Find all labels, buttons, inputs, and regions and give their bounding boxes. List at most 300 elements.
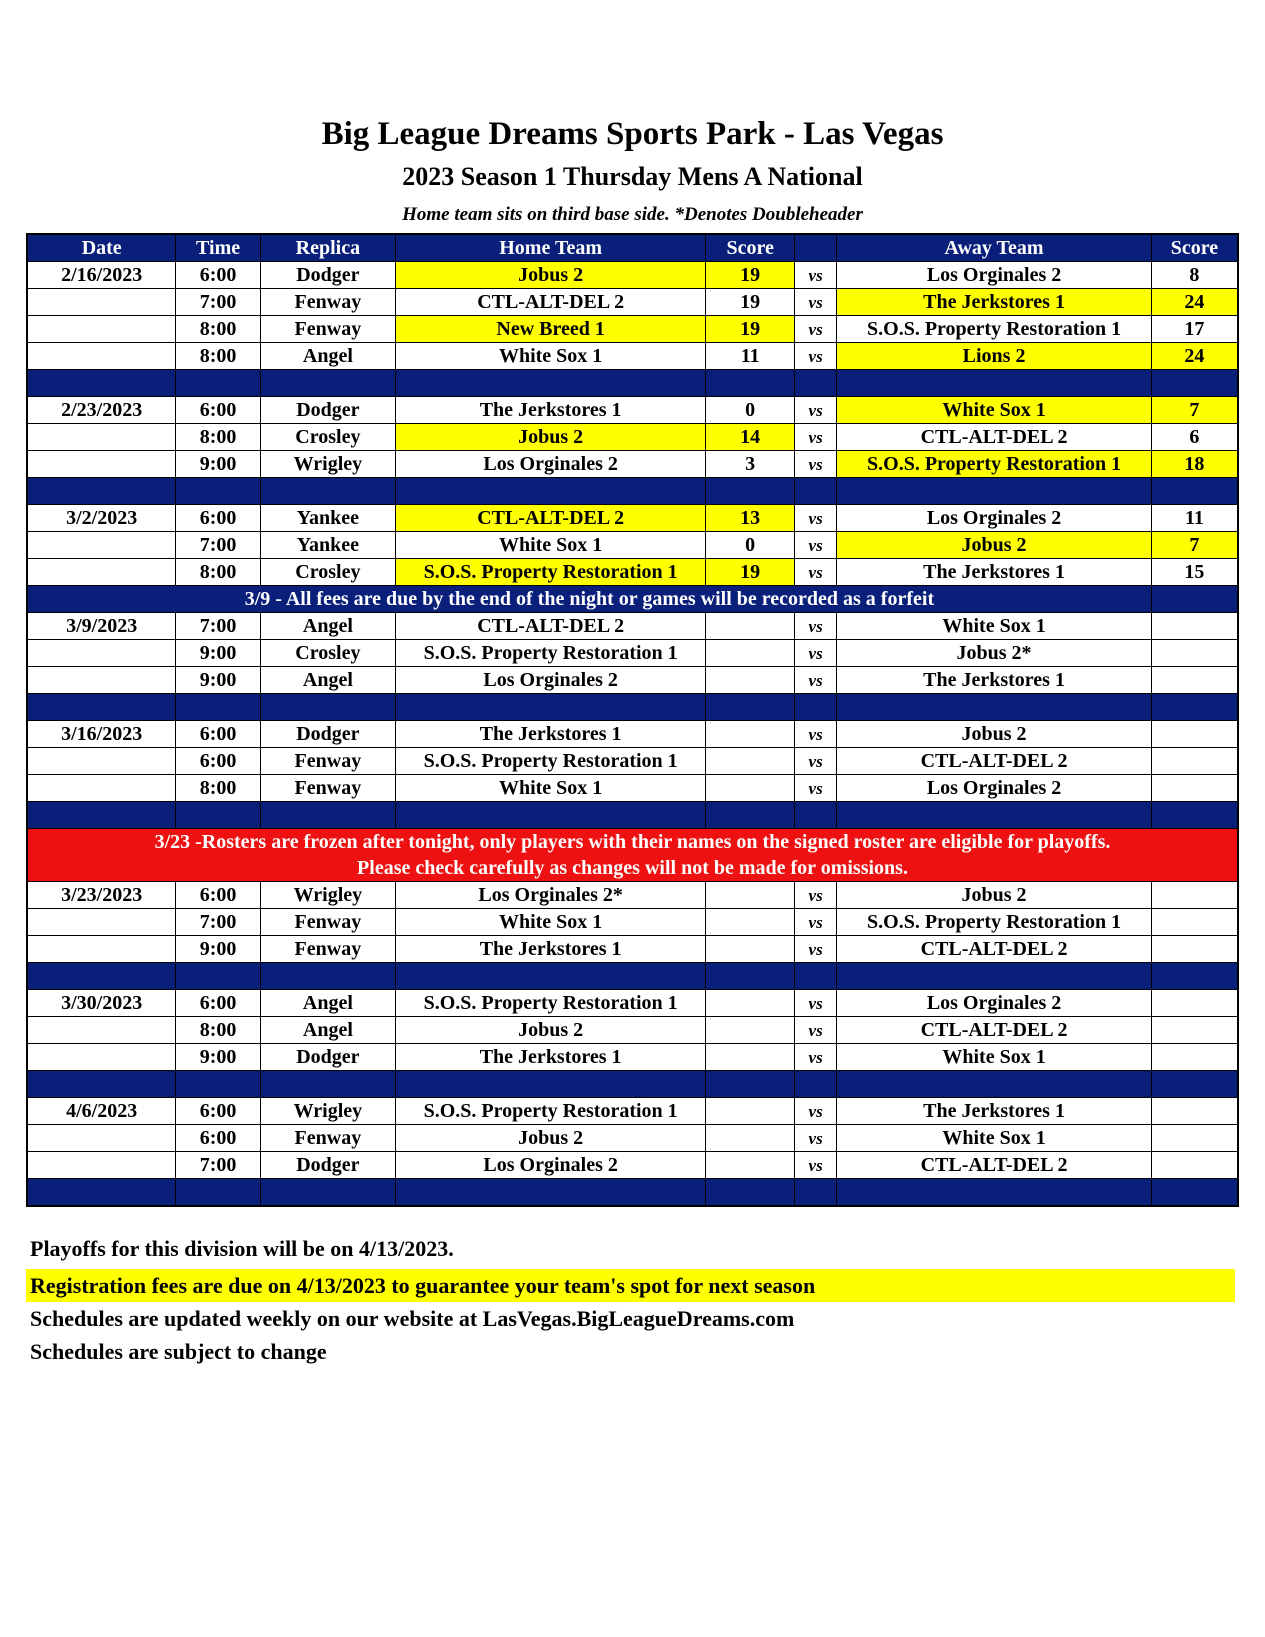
- away-team: Jobus 2*: [837, 640, 1152, 667]
- game-field: Fenway: [260, 289, 395, 316]
- game-row: [27, 1017, 1238, 1044]
- separator-cell: [1151, 963, 1238, 990]
- home-score: [706, 882, 795, 909]
- away-team: CTL-ALT-DEL 2: [837, 936, 1152, 963]
- vs-label: vs: [795, 936, 837, 963]
- separator-row: [27, 963, 1238, 990]
- game-row: [27, 424, 1238, 451]
- game-field: Crosley: [260, 424, 395, 451]
- roster-alert-row: [27, 829, 1238, 882]
- game-time: 9:00: [176, 1044, 260, 1071]
- home-team: The Jerkstores 1: [395, 936, 705, 963]
- separator-cell: [176, 694, 260, 721]
- game-date: 3/9/2023: [27, 613, 176, 640]
- vs-label: vs: [795, 262, 837, 289]
- away-team: White Sox 1: [837, 1044, 1152, 1071]
- separator-cell: [260, 694, 395, 721]
- game-time: 8:00: [176, 775, 260, 802]
- game-time: 8:00: [176, 343, 260, 370]
- home-team: New Breed 1: [395, 316, 705, 343]
- home-team: The Jerkstores 1: [395, 397, 705, 424]
- away-team: CTL-ALT-DEL 2: [837, 1017, 1152, 1044]
- away-team: The Jerkstores 1: [837, 289, 1152, 316]
- home-score: [706, 1125, 795, 1152]
- home-score: 0: [706, 532, 795, 559]
- away-score: [1151, 748, 1238, 775]
- game-time: 7:00: [176, 613, 260, 640]
- game-time: 6:00: [176, 748, 260, 775]
- separator-cell: [395, 1071, 705, 1098]
- separator-cell: [27, 963, 176, 990]
- home-score: 11: [706, 343, 795, 370]
- separator-cell: [27, 478, 176, 505]
- home-score: [706, 748, 795, 775]
- away-score: [1151, 1044, 1238, 1071]
- notice-blank-cell: [1151, 586, 1238, 613]
- separator-cell: [260, 478, 395, 505]
- vs-label: vs: [795, 451, 837, 478]
- registration-note-text: Registration fees are due on 4/13/2023 to guarantee your team's spot for next season: [30, 1273, 816, 1298]
- column-header-time: Time: [176, 234, 260, 262]
- vs-label: vs: [795, 289, 837, 316]
- game-time: 7:00: [176, 532, 260, 559]
- game-date: [27, 936, 176, 963]
- away-score: [1151, 667, 1238, 694]
- notice-row: [27, 586, 1238, 613]
- home-score: [706, 1152, 795, 1179]
- separator-cell: [27, 694, 176, 721]
- separator-cell: [395, 802, 705, 829]
- game-field: Yankee: [260, 532, 395, 559]
- home-score: 19: [706, 262, 795, 289]
- game-time: 8:00: [176, 424, 260, 451]
- away-score: 15: [1151, 559, 1238, 586]
- game-field: Angel: [260, 1017, 395, 1044]
- column-header-home-score: Score: [706, 234, 795, 262]
- playoffs-note: Playoffs for this division will be on 4/13/2023.: [30, 1236, 454, 1261]
- game-date: [27, 748, 176, 775]
- home-team: Jobus 2: [395, 1125, 705, 1152]
- away-score: 11: [1151, 505, 1238, 532]
- game-field: Angel: [260, 990, 395, 1017]
- away-team: Lions 2: [837, 343, 1152, 370]
- home-score: 19: [706, 316, 795, 343]
- separator-cell: [260, 963, 395, 990]
- separator-cell: [176, 1071, 260, 1098]
- subject-to-change-note: Schedules are subject to change: [30, 1339, 327, 1364]
- column-header-replica: Replica: [260, 234, 395, 262]
- vs-label: vs: [795, 748, 837, 775]
- game-field: Angel: [260, 613, 395, 640]
- game-date: [27, 451, 176, 478]
- away-team: Jobus 2: [837, 721, 1152, 748]
- game-date: [27, 316, 176, 343]
- separator-cell: [795, 1071, 837, 1098]
- game-row: [27, 343, 1238, 370]
- game-row: [27, 667, 1238, 694]
- home-score: [706, 667, 795, 694]
- away-team: The Jerkstores 1: [837, 559, 1152, 586]
- home-score: [706, 1098, 795, 1125]
- vs-label: vs: [795, 909, 837, 936]
- game-field: Fenway: [260, 1125, 395, 1152]
- game-time: 6:00: [176, 397, 260, 424]
- separator-cell: [1151, 1179, 1238, 1207]
- registration-note: [26, 1269, 1235, 1302]
- home-team: White Sox 1: [395, 532, 705, 559]
- schedule-table: [26, 233, 1239, 1207]
- game-date: 2/23/2023: [27, 397, 176, 424]
- game-row: [27, 1125, 1238, 1152]
- home-team: S.O.S. Property Restoration 1: [395, 748, 705, 775]
- separator-cell: [706, 694, 795, 721]
- roster-alert-line-2: Please check carefully as changes will not be made for omissions.: [357, 857, 908, 879]
- game-field: Fenway: [260, 748, 395, 775]
- away-team: Jobus 2: [837, 532, 1152, 559]
- home-score: 3: [706, 451, 795, 478]
- home-team: The Jerkstores 1: [395, 721, 705, 748]
- separator-cell: [1151, 370, 1238, 397]
- game-date: [27, 1152, 176, 1179]
- game-field: Fenway: [260, 909, 395, 936]
- away-score: 18: [1151, 451, 1238, 478]
- game-time: 9:00: [176, 451, 260, 478]
- away-score: [1151, 1125, 1238, 1152]
- home-team: S.O.S. Property Restoration 1: [395, 640, 705, 667]
- away-score: [1151, 936, 1238, 963]
- game-time: 9:00: [176, 667, 260, 694]
- away-team: S.O.S. Property Restoration 1: [837, 909, 1152, 936]
- separator-cell: [795, 478, 837, 505]
- away-score: [1151, 990, 1238, 1017]
- game-time: 6:00: [176, 721, 260, 748]
- vs-label: vs: [795, 882, 837, 909]
- game-time: 7:00: [176, 1152, 260, 1179]
- game-date: [27, 343, 176, 370]
- vs-label: vs: [795, 1125, 837, 1152]
- game-time: 7:00: [176, 909, 260, 936]
- away-score: [1151, 1017, 1238, 1044]
- home-team: CTL-ALT-DEL 2: [395, 505, 705, 532]
- game-time: 6:00: [176, 262, 260, 289]
- game-date: [27, 775, 176, 802]
- separator-cell: [1151, 478, 1238, 505]
- vs-label: vs: [795, 775, 837, 802]
- game-field: Fenway: [260, 775, 395, 802]
- separator-cell: [27, 1071, 176, 1098]
- separator-cell: [706, 478, 795, 505]
- vs-label: vs: [795, 667, 837, 694]
- game-row: [27, 559, 1238, 586]
- column-header-date: Date: [27, 234, 176, 262]
- game-time: 9:00: [176, 640, 260, 667]
- game-field: Dodger: [260, 1044, 395, 1071]
- separator-row: [27, 478, 1238, 505]
- away-team: CTL-ALT-DEL 2: [837, 748, 1152, 775]
- home-team: White Sox 1: [395, 343, 705, 370]
- home-team: CTL-ALT-DEL 2: [395, 613, 705, 640]
- separator-cell: [27, 1179, 176, 1207]
- separator-cell: [795, 694, 837, 721]
- table-header-row: [27, 234, 1238, 262]
- away-score: 24: [1151, 343, 1238, 370]
- separator-cell: [260, 1071, 395, 1098]
- roster-alert-line-1: 3/23 -Rosters are frozen after tonight, only players with their names on the signed roster are eligible for playoffs.: [154, 831, 1111, 853]
- game-field: Fenway: [260, 316, 395, 343]
- away-score: [1151, 640, 1238, 667]
- vs-label: vs: [795, 640, 837, 667]
- away-score: [1151, 721, 1238, 748]
- game-field: Crosley: [260, 640, 395, 667]
- game-date: [27, 424, 176, 451]
- game-time: 6:00: [176, 990, 260, 1017]
- away-score: 7: [1151, 532, 1238, 559]
- game-date: [27, 532, 176, 559]
- vs-label: vs: [795, 532, 837, 559]
- separator-row: [27, 1179, 1238, 1207]
- game-row: [27, 1098, 1238, 1125]
- game-row: [27, 775, 1238, 802]
- game-time: 7:00: [176, 289, 260, 316]
- game-field: Wrigley: [260, 451, 395, 478]
- away-team: The Jerkstores 1: [837, 1098, 1152, 1125]
- separator-cell: [1151, 694, 1238, 721]
- separator-cell: [837, 1071, 1152, 1098]
- separator-cell: [706, 1071, 795, 1098]
- game-row: [27, 936, 1238, 963]
- away-score: [1151, 909, 1238, 936]
- vs-label: vs: [795, 424, 837, 451]
- separator-cell: [706, 1179, 795, 1207]
- home-team: Los Orginales 2*: [395, 882, 705, 909]
- column-header-home-team: Home Team: [395, 234, 705, 262]
- game-field: Crosley: [260, 559, 395, 586]
- away-team: S.O.S. Property Restoration 1: [837, 451, 1152, 478]
- vs-label: vs: [795, 1044, 837, 1071]
- away-team: Los Orginales 2: [837, 262, 1152, 289]
- away-team: S.O.S. Property Restoration 1: [837, 316, 1152, 343]
- separator-cell: [706, 370, 795, 397]
- game-date: [27, 1017, 176, 1044]
- game-date: 3/16/2023: [27, 721, 176, 748]
- separator-row: [27, 694, 1238, 721]
- away-score: [1151, 613, 1238, 640]
- home-team: White Sox 1: [395, 909, 705, 936]
- game-row: [27, 748, 1238, 775]
- separator-cell: [795, 963, 837, 990]
- home-score: 19: [706, 289, 795, 316]
- game-time: 6:00: [176, 505, 260, 532]
- game-row: [27, 532, 1238, 559]
- separator-cell: [395, 1179, 705, 1207]
- separator-cell: [260, 802, 395, 829]
- vs-label: vs: [795, 316, 837, 343]
- game-field: Angel: [260, 343, 395, 370]
- game-time: 8:00: [176, 559, 260, 586]
- home-score: 13: [706, 505, 795, 532]
- away-score: [1151, 775, 1238, 802]
- separator-cell: [795, 370, 837, 397]
- game-row: [27, 640, 1238, 667]
- game-date: 3/23/2023: [27, 882, 176, 909]
- away-score: [1151, 882, 1238, 909]
- game-field: Wrigley: [260, 882, 395, 909]
- home-team: White Sox 1: [395, 775, 705, 802]
- home-score: [706, 775, 795, 802]
- home-team: Jobus 2: [395, 1017, 705, 1044]
- separator-cell: [837, 694, 1152, 721]
- home-team: Los Orginales 2: [395, 667, 705, 694]
- separator-row: [27, 1071, 1238, 1098]
- game-row: [27, 613, 1238, 640]
- separator-cell: [27, 370, 176, 397]
- away-team: Los Orginales 2: [837, 775, 1152, 802]
- home-score: [706, 936, 795, 963]
- game-field: Dodger: [260, 1152, 395, 1179]
- game-date: [27, 667, 176, 694]
- game-date: [27, 640, 176, 667]
- separator-cell: [706, 802, 795, 829]
- game-time: 8:00: [176, 316, 260, 343]
- website-note: Schedules are updated weekly on our website at LasVegas.BigLeagueDreams.com: [30, 1306, 795, 1331]
- game-row: [27, 1044, 1238, 1071]
- game-time: 8:00: [176, 1017, 260, 1044]
- away-score: 6: [1151, 424, 1238, 451]
- game-time: 6:00: [176, 1098, 260, 1125]
- game-date: 3/2/2023: [27, 505, 176, 532]
- vs-label: vs: [795, 397, 837, 424]
- home-team: S.O.S. Property Restoration 1: [395, 990, 705, 1017]
- home-score: [706, 721, 795, 748]
- home-score: [706, 1044, 795, 1071]
- separator-cell: [837, 370, 1152, 397]
- away-score: 8: [1151, 262, 1238, 289]
- game-row: [27, 909, 1238, 936]
- game-row: [27, 451, 1238, 478]
- game-time: 9:00: [176, 936, 260, 963]
- separator-cell: [837, 963, 1152, 990]
- game-field: Dodger: [260, 721, 395, 748]
- page-subtitle: 2023 Season 1 Thursday Mens A National: [402, 162, 863, 191]
- roster-alert-cell: [27, 829, 1238, 882]
- away-team: CTL-ALT-DEL 2: [837, 1152, 1152, 1179]
- away-score: 24: [1151, 289, 1238, 316]
- separator-cell: [176, 1179, 260, 1207]
- home-score: [706, 1017, 795, 1044]
- home-score: 14: [706, 424, 795, 451]
- notice-text: 3/9 - All fees are due by the end of the night or games will be recorded as a forfeit: [27, 586, 1151, 613]
- away-team: The Jerkstores 1: [837, 667, 1152, 694]
- separator-row: [27, 802, 1238, 829]
- home-score: [706, 909, 795, 936]
- separator-cell: [395, 478, 705, 505]
- game-field: Fenway: [260, 936, 395, 963]
- home-team: S.O.S. Property Restoration 1: [395, 559, 705, 586]
- away-team: Jobus 2: [837, 882, 1152, 909]
- separator-cell: [837, 1179, 1152, 1207]
- home-team: CTL-ALT-DEL 2: [395, 289, 705, 316]
- column-header-away-score: Score: [1151, 234, 1238, 262]
- away-team: Los Orginales 2: [837, 505, 1152, 532]
- separator-cell: [837, 802, 1152, 829]
- vs-label: vs: [795, 1098, 837, 1125]
- away-team: White Sox 1: [837, 1125, 1152, 1152]
- separator-cell: [260, 370, 395, 397]
- game-row: [27, 397, 1238, 424]
- vs-label: vs: [795, 990, 837, 1017]
- game-date: [27, 1125, 176, 1152]
- game-field: Dodger: [260, 262, 395, 289]
- column-header-away-team: Away Team: [837, 234, 1152, 262]
- vs-label: vs: [795, 1017, 837, 1044]
- game-date: 4/6/2023: [27, 1098, 176, 1125]
- home-score: [706, 613, 795, 640]
- separator-cell: [395, 370, 705, 397]
- away-team: White Sox 1: [837, 613, 1152, 640]
- game-date: [27, 1044, 176, 1071]
- game-date: [27, 559, 176, 586]
- game-row: [27, 721, 1238, 748]
- page-title: Big League Dreams Sports Park - Las Vegas: [321, 116, 944, 152]
- separator-cell: [260, 1179, 395, 1207]
- home-score: 0: [706, 397, 795, 424]
- page-note: Home team sits on third base side. *Denotes Doubleheader: [402, 204, 863, 225]
- away-score: 7: [1151, 397, 1238, 424]
- home-score: 19: [706, 559, 795, 586]
- away-team: White Sox 1: [837, 397, 1152, 424]
- home-score: [706, 640, 795, 667]
- separator-cell: [176, 802, 260, 829]
- game-time: 6:00: [176, 882, 260, 909]
- game-row: [27, 316, 1238, 343]
- separator-cell: [176, 478, 260, 505]
- vs-label: vs: [795, 559, 837, 586]
- separator-cell: [706, 963, 795, 990]
- game-date: [27, 289, 176, 316]
- home-team: Los Orginales 2: [395, 1152, 705, 1179]
- home-score: [706, 990, 795, 1017]
- vs-label: vs: [795, 343, 837, 370]
- separator-cell: [395, 963, 705, 990]
- separator-cell: [395, 694, 705, 721]
- home-team: S.O.S. Property Restoration 1: [395, 1098, 705, 1125]
- away-score: [1151, 1098, 1238, 1125]
- game-field: Wrigley: [260, 1098, 395, 1125]
- game-time: 6:00: [176, 1125, 260, 1152]
- separator-cell: [1151, 1071, 1238, 1098]
- game-row: [27, 882, 1238, 909]
- game-field: Dodger: [260, 397, 395, 424]
- away-score: [1151, 1152, 1238, 1179]
- home-team: The Jerkstores 1: [395, 1044, 705, 1071]
- game-date: 3/30/2023: [27, 990, 176, 1017]
- away-team: Los Orginales 2: [837, 990, 1152, 1017]
- vs-label: vs: [795, 613, 837, 640]
- game-date: [27, 909, 176, 936]
- column-header-vs: [795, 234, 837, 262]
- game-field: Angel: [260, 667, 395, 694]
- game-date: 2/16/2023: [27, 262, 176, 289]
- home-team: Jobus 2: [395, 424, 705, 451]
- schedule-body: [27, 262, 1238, 1207]
- separator-cell: [795, 802, 837, 829]
- home-team: Jobus 2: [395, 262, 705, 289]
- separator-cell: [1151, 802, 1238, 829]
- separator-cell: [795, 1179, 837, 1207]
- game-field: Yankee: [260, 505, 395, 532]
- home-team: Los Orginales 2: [395, 451, 705, 478]
- game-row: [27, 289, 1238, 316]
